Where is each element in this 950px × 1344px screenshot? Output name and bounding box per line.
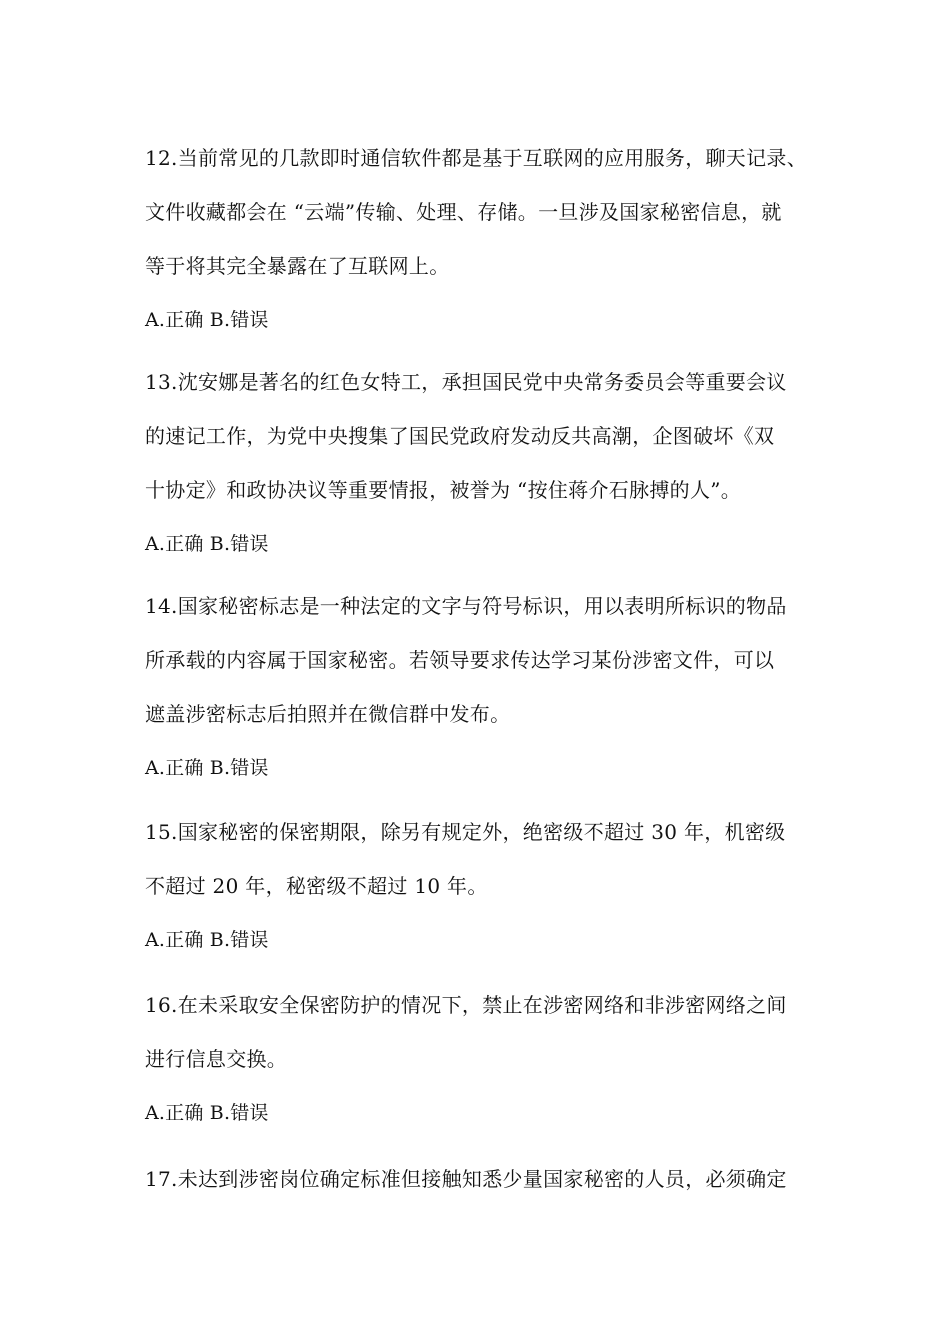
question-14	[145, 579, 835, 795]
question-17	[145, 1152, 835, 1206]
answer-options: A.正确 B.错误	[145, 533, 269, 555]
question-text-line: 遮盖涉密标志后拍照并在微信群中发布。	[145, 702, 511, 726]
answer-options: A.正确 B.错误	[145, 929, 269, 951]
question-text-line: 17.未达到涉密岗位确定标准但接触知悉少量国家秘密的人员，必须确定	[145, 1167, 787, 1191]
question-text-line: 所承载的内容属于国家秘密。若领导要求传达学习某份涉密文件，可以	[145, 648, 775, 672]
question-text-line: 文件收藏都会在 “云端”传输、处理、存储。一旦涉及国家秘密信息，就	[145, 200, 782, 224]
question-13	[145, 355, 835, 571]
answer-options: A.正确 B.错误	[145, 757, 269, 779]
question-12	[145, 131, 835, 347]
question-text-line: 16.在未采取安全保密防护的情况下，禁止在涉密网络和非涉密网络之间	[145, 993, 787, 1017]
answer-options: A.正确 B.错误	[145, 1102, 269, 1124]
question-text-line: 十协定》和政协决议等重要情报，被誉为 “按住蒋介石脉搏的人”。	[145, 478, 742, 502]
question-text-line: 不超过 20 年，秘密级不超过 10 年。	[145, 874, 488, 898]
question-text-line: 13.沈安娜是著名的红色女特工，承担国民党中央常务委员会等重要会议	[145, 370, 787, 394]
question-text-line: 12.当前常见的几款即时通信软件都是基于互联网的应用服务，聊天记录、	[145, 146, 808, 170]
question-text-line: 进行信息交换。	[145, 1047, 288, 1071]
question-text-line: 的速记工作，为党中央搜集了国民党政府发动反共高潮，企图破坏《双	[145, 424, 775, 448]
question-16	[145, 978, 835, 1140]
question-text-line: 15.国家秘密的保密期限，除另有规定外，绝密级不超过 30 年，机密级	[145, 820, 786, 844]
question-text-line: 等于将其完全暴露在了互联网上。	[145, 254, 450, 278]
question-15	[145, 805, 835, 967]
question-text-line: 14.国家秘密标志是一种法定的文字与符号标识，用以表明所标识的物品	[145, 594, 787, 618]
answer-options: A.正确 B.错误	[145, 309, 269, 331]
